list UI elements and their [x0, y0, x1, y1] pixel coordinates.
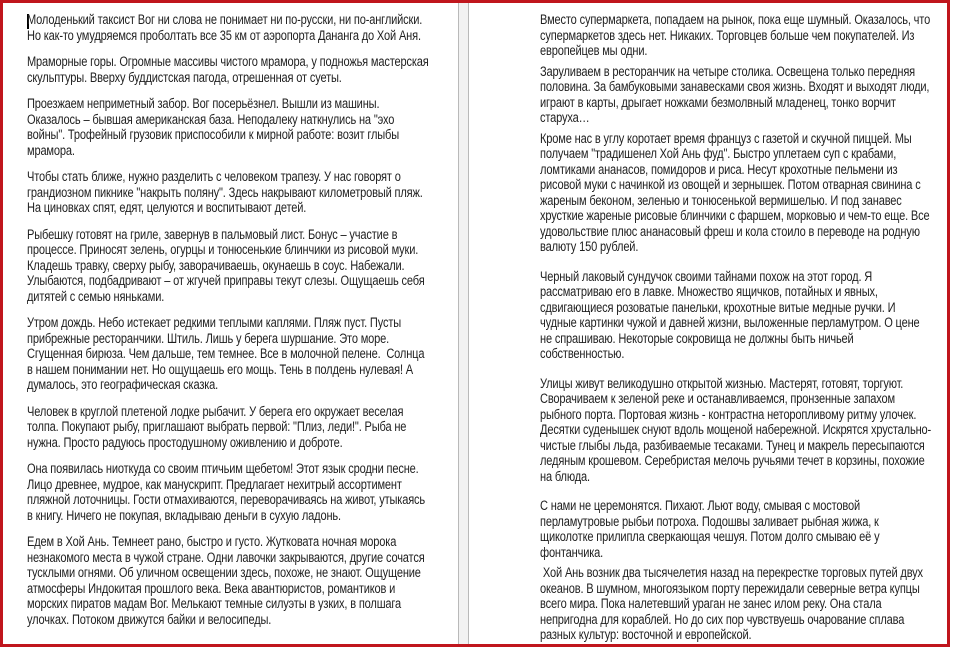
paragraph: Хой Ань возник два тысячелетия назад на перекрестке торговых путей двух океанов. В шумном, многоязыком порту пережидали северные ветра купцы всего мира. Пока налетевший ураган не занес илом реку. Она стала непригодна для кораблей. Но до сих пор чувствуешь очарование сплава разных культур: восточной и европейской. — [540, 565, 926, 642]
right-column-text — [540, 12, 933, 643]
paragraph: Мраморные горы. Огромные массивы чистого мрамора, у подножья мастерская скульптуры. Вверху буддистская пагода, отрешенная от суеты. — [27, 54, 432, 85]
paragraph: Черный лаковый сундучок своими тайнами похож на этот город. Я рассматриваю его в лавке. Множество ящичков, потайных и явных, сдвигающиеся розоватые панельки, крохотные витые медные ручки. И чудные картинки чужой и давней жизни, выложенные перламутром. О цене не спрашиваю. Некоторые сокровища не должны быть ничьей собственностью. — [540, 268, 923, 361]
page-gap-divider — [459, 3, 469, 644]
paragraph: Заруливаем в ресторанчик на четыре столика. Освещена только передняя половина. За бамбуковыми занавесками своя жизнь. Входят и выходят люди, играют в карты, дрыгает ножками безмолвный младенец, тонко ворчит старуха… — [540, 63, 933, 125]
paragraph: Молоденький таксист Вог ни слова не понимает ни по-русски, ни по-английски. Но как-то умудряемся проболтать все 35 км от аэропорта Дананга до Хой Аня. — [27, 12, 426, 43]
left-column-text — [27, 12, 433, 627]
paragraph: Утром дождь. Небо истекает редкими теплыми каплями. Пляж пуст. Пусты прибрежные ресторанчики. Штиль. Лишь у берега шуршание. Это море. Сгущенная бирюза. Чем дальше, тем темнее. Все в молочной пелене. Солнца в нашем понимании нет. Но ощущаешь его мощь. Тень в полдень нулевая! А думалось, это географическая сказка. — [27, 315, 428, 392]
paragraph: Человек в круглой плетеной лодке рыбачит. У берега его окружает веселая толпа. Покупают рыбу, приглашают выбрать первой: "Плиз, леди!". Рыба не нужна. Просто радуюсь простодушному оживлению и доброте. — [27, 403, 410, 450]
paragraph: Едем в Хой Ань. Темнеет рано, быстро и густо. Жутковата ночная морока незнакомого места в чужой стране. Одни лавочки закрываются, другие сочатся тусклыми огнями. Об уличном освещении здесь, похоже, не знают. Ощущение атмосферы Индокитая прошлого века. Века авантюристов, романтиков и морских пиратов мадам Вог. Мелькают темные силуэты в узких, в полшага улочках. Потоком движутся байки и велосипеды. — [27, 534, 428, 627]
paragraph: Чтобы стать ближе, нужно разделить с человеком трапезу. У нас говорят о грандиозном пикнике "накрыть поляну". Здесь накрывают километровый пляж. На циновках спят, едят, целуются и воспитывают детей. — [27, 169, 426, 215]
document-page-left[interactable] — [3, 3, 459, 644]
paragraph: Проезжаем неприметный забор. Вог посерьёзнел. Вышли из машины. Оказалось – бывшая американская база. Неподалеку наткнулись на "эхо войны". Трофейный грузовик приспособили к мирной работе: возит глыбы мрамора. — [27, 96, 402, 158]
paragraph: Вместо супермаркета, попадаем на рынок, пока еще шумный. Оказалось, что супермаркетов здесь нет. Никаких. Торговцев больше чем покупателей. Из европейцев мы одни. — [540, 12, 933, 58]
paragraph: С нами не церемонятся. Пихают. Льют воду, смывая с мостовой перламутровые рыбьи потроха. Подошвы заливает рыбная жижа, к щиколотке прилипла сверкающая чешуя. Потом долго смываю её у фонтанчика. — [540, 498, 883, 560]
paragraph: Улицы живут великодушно открытой жизнью. Мастерят, готовят, торгуют. Сворачиваем к зеленой реке и останавливаемся, пронзенные запахом рыбного порта. Портовая жизнь - контрастна неторопливому ритму улочек. Десятки суденышек снуют вдоль мощеной набережной. Искрятся хрустально-чистые глыбы льда, разбиваемые тесаками. Тунец и макрель пересыпаются ледяным крошевом. Серебристая мелочь ручьями течет в корзины, похожие на блюда. — [540, 375, 932, 484]
paragraph: Она появилась ниоткуда со своим птичьим щебетом! Этот язык сродни песне. Лицо древнее, мудрое, как манускрипт. Предлагает нехитрый ассортимент пляжной лоточницы. Гости отмахиваются, переворачиваясь на живот, утыкаясь в книгу. Ничего не покупая, вкладываю деньги в сухую ладонь. — [27, 461, 428, 523]
paragraph: Кроме нас в углу коротает время француз с газетой и скучной пиццей. Мы получаем "традишенел Хой Ань фуд". Быстро уплетаем суп с крабами, ломтиками ананасов, помидоров и риса. Несут крохотные пельмени из рисовой муки с начинкой из овощей и зернышек. Потом отварная свинина с жареным беконом, зеленью и тонюсенькой вермишелью. И под занавес хрусткие жареные рисовые блинчики с фаршем, морковью и чем-то еще. Все удовольствие плюс ананасовый фреш и кола стоило в переводе на родную валюту 150 рублей. — [540, 130, 933, 254]
paragraph: Рыбешку готовят на гриле, завернув в пальмовый лист. Бонус – участие в процессе. Приносят зелень, огурцы и тонюсенькие блинчики из рисовой муки. Кладешь травку, сверху рыбу, заворачиваешь, окунаешь в соус. Набежали. Улыбаются, подбадривают – от жгучей приправы текут слезы. Ощущаешь себя дитятей с семью няньками. — [27, 226, 428, 304]
document-page-right[interactable] — [469, 3, 947, 644]
